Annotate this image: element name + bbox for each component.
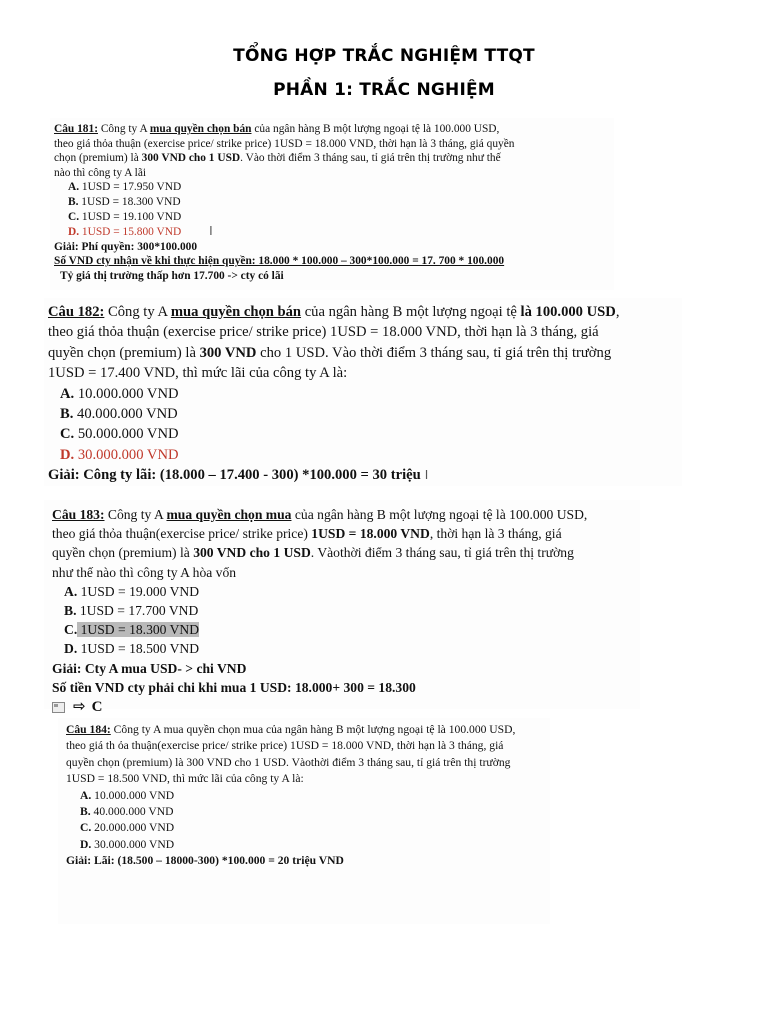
option-text: 1USD = 19.000 VND [77,583,200,599]
question-182-text: Công ty A [104,304,171,320]
question-182-text-3: , [615,304,620,320]
question-181-text-3: chọn (premium) là [54,152,142,165]
question-183-text-4: , thời hạn là 3 tháng, giá [429,526,562,542]
option-key: B. [60,406,74,423]
question-182-line-4: 1USD = 17.400 VND, thì mức lãi của công ty A là: [48,365,348,382]
option-text: 1USD = 18.500 VND [77,641,200,657]
option-b [52,601,640,620]
option-text: 30.000.000 VND [91,837,175,851]
option-a [54,180,614,195]
question-184-line-3: quyền chọn (premium) là 300 VND cho 1 USD. Vàothời điểm 3 tháng sau, tỉ giá trên thị trường [66,755,511,769]
option-text: 10.000.000 VND [74,385,179,402]
option-key: C. [68,210,80,223]
question-181-line-1 [54,122,614,137]
option-d [52,639,640,658]
question-184-label: Câu 184: [66,723,111,736]
solution-183-line-2: Số tiền VND cty phải chi khi mua 1 USD: 18.000+ 300 = 18.300 [52,679,416,695]
question-183-label: Câu 183: [52,507,105,522]
question-183-line-2 [52,524,640,543]
question-182-line-2: theo giá thỏa thuận (exercise price/ strike price) 1USD = 18.000 VND, thời hạn là 3 tháng, giá [48,324,599,341]
solution-183-line-1: Giải: Cty A mua USD- > chi VND [52,660,247,676]
question-184 [58,718,550,924]
option-d-correct [54,224,614,240]
answer-letter: C [91,699,103,716]
option-key: B. [80,805,91,819]
question-182-text-4: quyền chọn (premium) là [48,344,200,361]
option-key: A. [64,583,78,599]
option-key: D. [68,226,80,239]
question-183-emphasis: mua quyền chọn mua [166,507,292,522]
solution-184: Giải: Lãi: (18.500 – 18000-300) *100.000 = 20 triệu VND [66,854,344,868]
question-183-text-5: quyền chọn (premium) là [52,545,194,561]
option-key: B. [64,603,77,619]
option-b [54,195,614,210]
option-c [66,820,550,836]
solution-183-answer [52,697,640,717]
option-c-highlighted [52,620,640,639]
option-text: 40.000.000 VND [73,406,178,423]
question-183-text: Công ty A [104,507,167,522]
question-181-line-3 [54,151,614,166]
question-182-label: Câu 182: [48,304,105,320]
option-key: D. [60,446,75,463]
question-183-emphasis-3: 300 VND cho 1 USD [193,545,311,561]
option-b [48,404,682,424]
option-key: C. [80,821,92,835]
question-183-text-6: . Vàothời điểm 3 tháng sau, tỉ giá trên thị trường [310,545,574,561]
option-text: 10.000.000 VND [91,788,175,802]
question-181-line-4: nào thì công ty A lãi [54,166,147,179]
question-183 [44,500,640,716]
solution-181-line-1: Giải: Phí quyền: 300*100.000 [54,240,198,253]
option-b [66,804,550,820]
option-key: D. [80,837,92,851]
question-184-line-4: 1USD = 18.500 VND, thì mức lãi của công ty A là: [66,772,304,786]
option-key: B. [68,195,79,208]
question-183-text-2: của ngân hàng B một lượng ngoại tệ là 100.000 USD, [291,507,588,522]
question-183-text-3: theo giá thỏa thuận(exercise price/ strike price) [52,526,312,542]
page-subtitle: PHẦN 1: TRẮC NGHIỆM [273,80,495,100]
question-181 [50,118,614,290]
solution-181-line-3: Tỷ giá thị trường thấp hơn 17.700 -> cty có lãi [60,269,284,282]
option-a [66,788,550,804]
question-183-emphasis-2: 1USD = 18.000 VND [311,526,430,542]
option-key: C. [64,622,78,638]
question-183-line-3 [52,543,640,562]
question-181-emphasis: mua quyền chọn bán [149,123,252,135]
option-key: A. [68,181,80,194]
question-181-line-2: theo giá thỏa thuận (exercise price/ strike price) 1USD = 18.000 VND, thời hạn là 3 tháng, giá quyền [54,137,515,150]
solution-182 [48,465,682,485]
option-c [54,210,614,225]
question-182-line-1 [48,302,682,322]
question-181-text-4: . Vào thời điểm 3 tháng sau, tỉ giá trên thị trường như thế [240,152,501,165]
option-key: A. [60,385,75,402]
option-key: C. [60,426,75,443]
question-181-text: Công ty A [97,123,150,135]
page-title: TỔNG HỢP TRẮC NGHIỆM TTQT [233,46,535,66]
text-cursor-icon: I [424,468,429,483]
text-cursor-icon: I [209,224,213,239]
option-key: A. [80,788,92,802]
question-184-text: Công ty A mua quyền chọn mua của ngân hàng B một lượng ngoại tệ là 100.000 USD, [110,723,516,736]
option-d-correct [48,445,682,465]
option-key: D. [64,641,78,657]
option-text: 50.000.000 VND [74,426,179,443]
question-182-text-2: của ngân hàng B một lượng ngoại tệ [301,304,521,320]
option-text: 1USD = 19.100 VND [79,210,182,223]
option-a [52,582,640,601]
question-182-emphasis-2: là 100.000 USD [520,304,616,320]
solution-181-line-2: Số VND cty nhận về khi thực hiện quyền: 18.000 * 100.000 – 300*100.000 = 17. 700 * 100.000 [54,255,505,268]
image-placeholder-icon [52,702,65,713]
solution-182-text: Giải: Công ty lãi: (18.000 – 17.400 - 300) *100.000 = 30 triệu [48,467,421,484]
option-text: 1USD = 15.800 VND [79,226,182,239]
question-182-line-3 [48,343,682,363]
question-182-emphasis: mua quyền chọn bán [170,304,302,320]
question-182 [44,298,682,486]
option-text: 30.000.000 VND [74,446,179,463]
option-text: 1USD = 17.950 VND [79,181,182,194]
option-c [48,424,682,444]
question-182-emphasis-3: 300 VND [199,344,257,361]
option-a [48,384,682,404]
option-text: 1USD = 18.300 VND [77,622,200,638]
option-text: 1USD = 17.700 VND [76,603,199,619]
option-text: 20.000.000 VND [91,821,175,835]
question-184-line-1 [66,722,550,738]
arrow-icon: ⇨ [73,697,86,716]
option-text: 40.000.000 VND [90,805,174,819]
question-181-text-2: của ngân hàng B một lượng ngoại tệ là 100.000 USD, [251,123,500,135]
option-text: 1USD = 18.300 VND [78,195,181,208]
question-183-line-4: như thế nào thì công ty A hòa vốn [52,564,237,580]
question-184-line-2: theo giá th ỏa thuận(exercise price/ strike price) 1USD = 18.000 VND, thời hạn là 3 tháng, giá [66,739,504,753]
question-181-label: Câu 181: [54,123,98,135]
question-182-text-5: cho 1 USD. Vào thời điểm 3 tháng sau, tỉ giá trên thị trường [256,344,612,361]
question-181-emphasis-2: 300 VND cho 1 USD [141,152,241,165]
option-d [66,837,550,853]
question-183-line-1 [52,505,640,524]
